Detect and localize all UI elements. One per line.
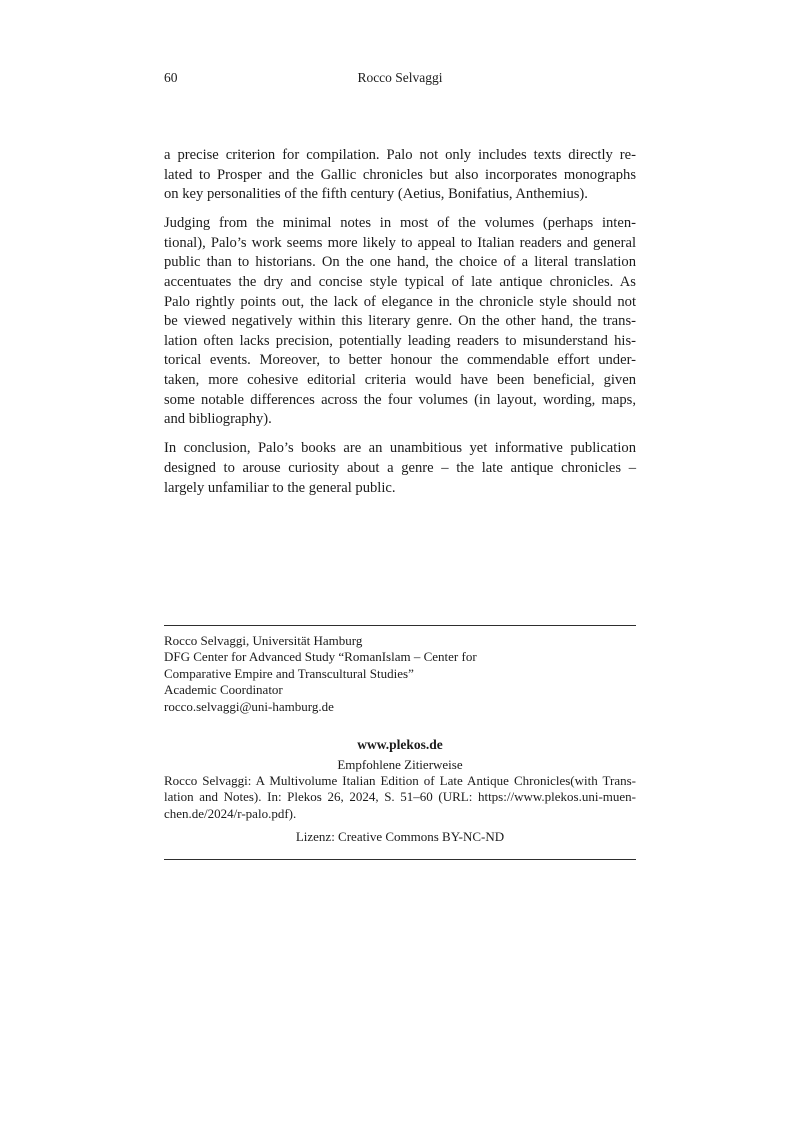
text-line: DFG Center for Advanced Study “RomanIslam – Center for: [164, 649, 477, 665]
text-line: on key personalities of the fifth century (Aetius, Bonifatius, Anthemius).: [164, 186, 588, 203]
text-line: designed to arouse curiosity about a genre – the late antique chronicles –: [164, 459, 636, 476]
text-line: taken, more cohesive editorial criteria would have been beneficial, given: [164, 372, 636, 389]
text-line: rocco.selvaggi@uni-hamburg.de: [164, 698, 334, 714]
body-paragraph: [164, 214, 636, 430]
text-line: Rocco Selvaggi, Universität Hamburg: [164, 633, 363, 648]
text-line: Comparative Empire and Transcultural Studies”: [164, 665, 414, 681]
text-line: lation often lacks precision, potentially leading readers to misunderstand his-: [164, 332, 636, 349]
text-line: lation and Notes). In: Plekos 26, 2024, S. 51–60 (URL: https://www.plekos.uni-muen-: [164, 789, 636, 805]
text-line: Palo rightly points out, the lack of elegance in the chronicle style should not: [164, 293, 636, 310]
text-line: some notable differences across the four volumes (in layout, wording, maps,: [164, 391, 636, 408]
body-text: [164, 146, 636, 508]
text-line: largely unfamiliar to the general public.: [164, 479, 396, 496]
text-line: tional), Palo’s work seems more likely to appeal to Italian readers and general: [164, 234, 636, 251]
text-line: Rocco Selvaggi: A Multivolume Italian Edition of Late Antique Chronicles(with Trans-: [164, 773, 636, 788]
author-affiliation: [164, 633, 636, 715]
text-line: Judging from the minimal notes in most of the volumes (perhaps inten-: [164, 215, 636, 232]
text-line: a precise criterion for compilation. Palo not only includes texts directly re-: [164, 147, 636, 163]
text-line: torical events. Moreover, to better honour the commendable effort under-: [164, 352, 636, 369]
page-header: [164, 70, 636, 86]
running-header: Rocco Selvaggi: [357, 70, 443, 85]
license-text: Lizenz: Creative Commons BY-NC-ND: [295, 829, 505, 844]
text-line: Academic Coordinator: [164, 682, 283, 698]
text-line: be viewed negatively within this literary genre. On the other hand, the trans-: [164, 313, 636, 330]
text-line: public than to historians. On the one hand, the choice of a literal translation: [164, 254, 636, 271]
separator-rule-bottom: [164, 859, 636, 860]
text-line: accentuates the dry and concise style typical of late antique chronicles. As: [164, 274, 636, 291]
citation-text: [164, 773, 636, 822]
citation-heading: Empfohlene Zitierweise: [337, 757, 463, 772]
text-line: In conclusion, Palo’s books are an unambitious yet informative publication: [164, 440, 636, 457]
text-line: and bibliography).: [164, 411, 272, 428]
separator-rule-top: [164, 625, 636, 626]
text-line: lated to Prosper and the Gallic chronicles but also incorporates monographs: [164, 166, 636, 183]
page-number: 60: [164, 70, 178, 85]
body-paragraph: [164, 146, 636, 205]
website-url: www.plekos.de: [357, 737, 443, 752]
text-line: chen.de/2024/r-palo.pdf).: [164, 805, 297, 821]
body-paragraph: [164, 439, 636, 498]
